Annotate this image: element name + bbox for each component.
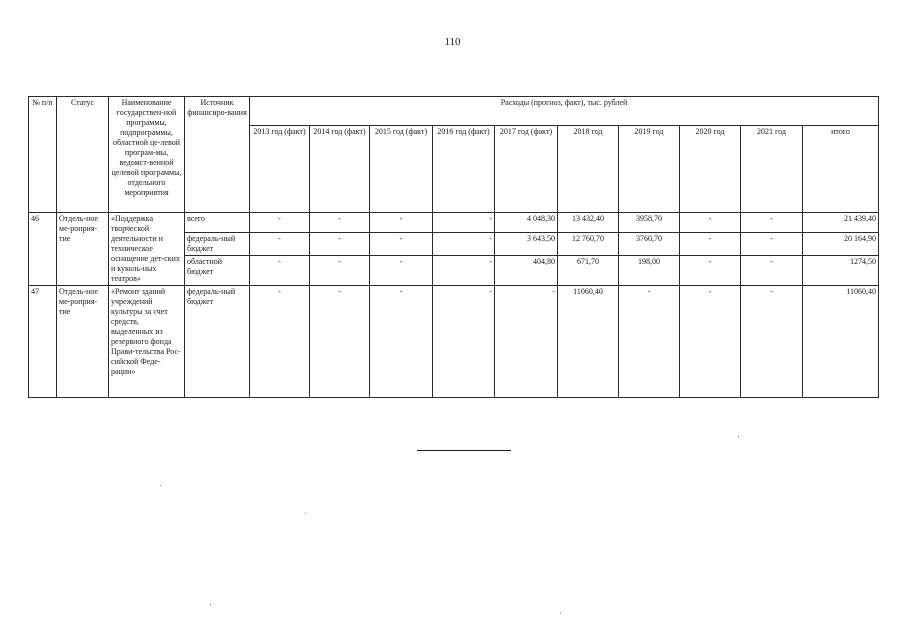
scan-speck	[160, 485, 161, 486]
row-46-regional-2016: -	[433, 256, 495, 286]
row-47-federal-2015: -	[370, 286, 433, 398]
row-46-source-total: всего	[185, 213, 250, 233]
page-number: 110	[444, 36, 461, 48]
row-46-total-2020: -	[680, 213, 741, 233]
row-47-federal-2019: -	[619, 286, 680, 398]
row-47-federal-2013: -	[250, 286, 310, 398]
row-46-regional-2014: -	[310, 256, 370, 286]
row-46-total-2014: -	[310, 213, 370, 233]
header-status: Статус	[57, 97, 109, 213]
row-47-federal-2021: -	[741, 286, 803, 398]
row-47-num: 47	[29, 286, 57, 398]
row-46-source-federal: федераль-ный бюджет	[185, 233, 250, 256]
row-46-federal-2015: -	[370, 233, 433, 256]
row-46-federal-2017: 3 643,50	[495, 233, 558, 256]
row-46-source-regional: областной бюджет	[185, 256, 250, 286]
row-46-total-2015: -	[370, 213, 433, 233]
row-46-status: Отдель-ное ме-роприя-тие	[57, 213, 109, 286]
header-year-2021: 2021 год	[741, 126, 803, 213]
row-46-regional-2015: -	[370, 256, 433, 286]
scan-speck	[738, 436, 739, 437]
row-46-federal-2013: -	[250, 233, 310, 256]
header-total: итого	[803, 126, 879, 213]
row-46-total-2018: 13 432,40	[558, 213, 619, 233]
header-num: № п/п	[29, 97, 57, 213]
row-46-total-2019: 3958,70	[619, 213, 680, 233]
row-47-federal-sum: 11060,40	[803, 286, 879, 398]
row-46-federal-sum: 20 164,90	[803, 233, 879, 256]
row-46-name: «Поддержка творческой деятельности и техническое оснащение дет-ских и куколь-ных театров»	[109, 213, 185, 286]
header-year-2016: 2016 год (факт)	[433, 126, 495, 213]
row-47-federal-2016: -	[433, 286, 495, 398]
row-46-federal-2018: 12 760,70	[558, 233, 619, 256]
table-header	[29, 97, 879, 213]
row-47-federal-2020: -	[680, 286, 741, 398]
row-47	[29, 286, 879, 398]
row-46-num: 46	[29, 213, 57, 286]
header-year-2017: 2017 год (факт)	[495, 126, 558, 213]
row-46-federal-2016: -	[433, 233, 495, 256]
header-year-2013: 2013 год (факт)	[250, 126, 310, 213]
row-46-regional-2017: 404,80	[495, 256, 558, 286]
header-year-2020: 2020 год	[680, 126, 741, 213]
scan-speck	[560, 612, 561, 613]
row-46-total-2013: -	[250, 213, 310, 233]
scan-speck	[305, 513, 306, 514]
row-46-regional-2013: -	[250, 256, 310, 286]
row-46-federal-2021: -	[741, 233, 803, 256]
row-47-status: Отдель-ное ме-роприя-тие	[57, 286, 109, 398]
row-47-federal-2017: -	[495, 286, 558, 398]
scan-speck	[210, 604, 211, 605]
row-46-total-2021: -	[741, 213, 803, 233]
budget-table	[28, 96, 879, 398]
row-46-regional-2020: -	[680, 256, 741, 286]
row-46-regional-2018: 671,70	[558, 256, 619, 286]
row-47-name: «Ремонт зданий учреждений культуры за счет средств, выделенных из резервного фонда Прави-тельства Рос-сийской Феде-рации»	[109, 286, 185, 398]
header-year-2014: 2014 год (факт)	[310, 126, 370, 213]
row-47-federal-2018: 11060,40	[558, 286, 619, 398]
row-46-federal-2014: -	[310, 233, 370, 256]
header-year-2018: 2018 год	[558, 126, 619, 213]
row-46-regional-sum: 1274,50	[803, 256, 879, 286]
header-source: Источник финансиро-вания	[185, 97, 250, 213]
row-47-source-federal: федераль-ный бюджет	[185, 286, 250, 398]
row-46-total-2017: 4 048,30	[495, 213, 558, 233]
row-46-federal-2019: 3760,70	[619, 233, 680, 256]
header-name: Наименование государствен-ной программы, подпрограммы, областной це-левой програм-мы, ведомст-венной целевой программы, отдельного мероприятия	[109, 97, 185, 213]
row-46	[29, 213, 879, 286]
header-year-2019: 2019 год	[619, 126, 680, 213]
row-46-regional-2021: -	[741, 256, 803, 286]
row-46-total-sum: 21 439,40	[803, 213, 879, 233]
closing-rule	[417, 450, 511, 451]
row-46-total-2016: -	[433, 213, 495, 233]
row-46-regional-2019: 198,00	[619, 256, 680, 286]
header-expenses: Расходы (прогноз, факт), тыс. рублей	[250, 97, 879, 126]
row-47-federal-2014: -	[310, 286, 370, 398]
header-year-2015: 2015 год (факт)	[370, 126, 433, 213]
row-46-federal-2020: -	[680, 233, 741, 256]
